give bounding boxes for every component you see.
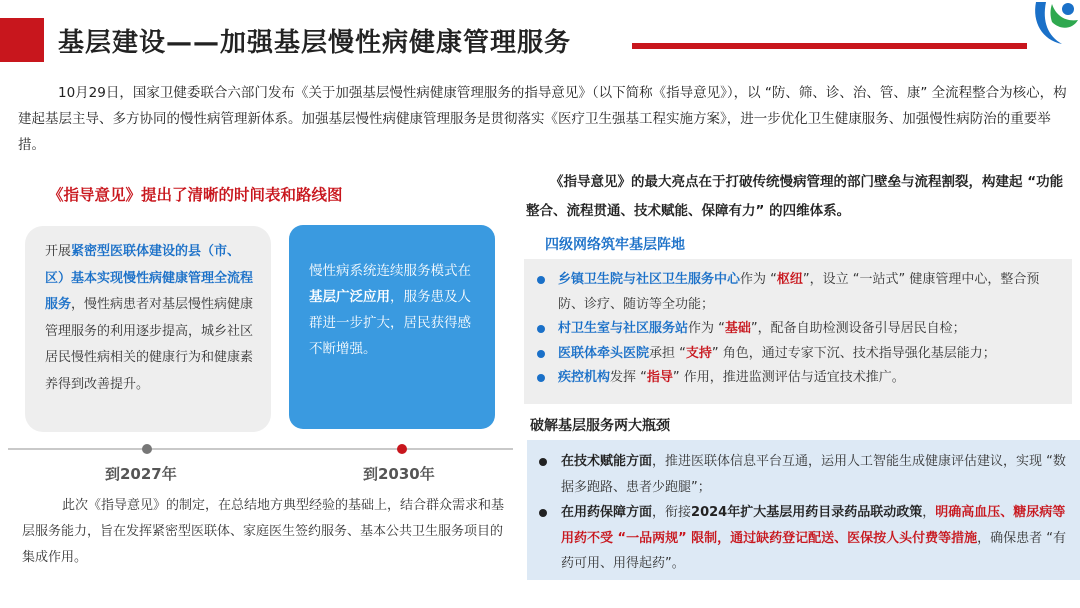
goal-2027-card <box>25 226 271 432</box>
title-underline <box>632 43 1027 49</box>
timeline-line <box>8 448 513 450</box>
four-level-network-heading: 四级网络筑牢基层阵地 <box>545 237 685 253</box>
timeline-heading: 《指导意见》提出了清晰的时间表和路线图 <box>48 186 343 204</box>
intro-paragraph: 10月29日，国家卫健委联合六部门发布《关于加强基层慢性病健康管理服务的指导意见》（以下简称《指导意见》），以 “防、筛、诊、治、管、康” 全流程整合为核心，构建起基层主导、多方协同的慢性病管理新体系。加强基层慢性病健康管理服务是贯彻落实《医疗卫生强基工程实施方案》，进一步优化卫生健康服务、加强慢性病防治的重要举措。 <box>18 85 1067 153</box>
page-title: 基层建设——加强基层慢性病健康管理服务 <box>58 28 572 58</box>
list-item: 疾控机构发挥 “指导” 作用，推进监测评估与适宜技术推广。 <box>532 366 1062 391</box>
list-item: 村卫生室与社区服务站作为 “基础”，配备自助检测设备引导居民自检； <box>532 317 1062 342</box>
goal-2027-highlight: 紧密型医联体建设的县（市、区）基本实现慢性病健康管理全流程服务 <box>45 244 254 312</box>
summary-paragraph: 此次《指导意见》的制定，在总结地方典型经验的基础上，结合群众需求和基层服务能力，旨在发挥紧密型医联体、家庭医生签约服务、基本公共卫生服务项目的集成作用。 <box>22 498 505 565</box>
timeline-dot-2027 <box>142 444 152 454</box>
goal-2030-text-post: ，服务患及人群进一步扩大，居民获得感不断增强。 <box>309 289 471 357</box>
title-accent-block <box>0 18 44 62</box>
timeline-dot-2030 <box>397 444 407 454</box>
timeline-label-2027: 到2027年 <box>105 465 177 483</box>
bottleneck-heading: 破解基层服务两大瓶颈 <box>530 418 670 434</box>
list-item: 医联体牵头医院承担 “支持” 角色，通过专家下沉、技术指导强化基层能力； <box>532 342 1062 367</box>
timeline-label-2030: 到2030年 <box>363 465 435 483</box>
goal-2027-text-pre: 开展 <box>45 244 72 259</box>
list-item: 在技术赋能方面，推进医联体信息平台互通，运用人工智能生成健康评估建议，实现 “数据多跑路、患者少跑腿”； <box>533 449 1070 500</box>
list-item: 乡镇卫生院与社区卫生服务中心作为 “枢纽”，设立 “一站式” 健康管理中心，整合预防、诊疗、随访等全功能； <box>532 268 1062 317</box>
goal-2030-text-pre: 慢性病系统连续服务模式在 <box>309 263 471 279</box>
bottleneck-box <box>527 440 1080 580</box>
brand-logo-icon <box>1030 0 1080 48</box>
goal-2030-highlight: 基层广泛应用 <box>309 289 390 305</box>
goal-2027-text-post: ，慢性病患者对基层慢性病健康管理服务的利用逐步提高，城乡社区居民慢性病相关的健康行为和健康素养得到改善提升。 <box>45 297 254 392</box>
highlight-intro: 《指导意见》的最大亮点在于打破传统慢病管理的部门壁垒与流程割裂，构建起 “功能整合、流程贯通、技术赋能、保障有力” 的四维体系。 <box>526 174 1064 219</box>
list-item: 在用药保障方面，衔接2024年扩大基层用药目录药品联动政策，明确高血压、糖尿病等用药不受 “一品两规” 限制，通过缺药登记配送、医保按人头付费等措施，确保患者 “有药可用、用得起药”。 <box>533 500 1070 577</box>
four-level-network-box <box>524 259 1072 404</box>
goal-2030-card <box>289 225 495 429</box>
